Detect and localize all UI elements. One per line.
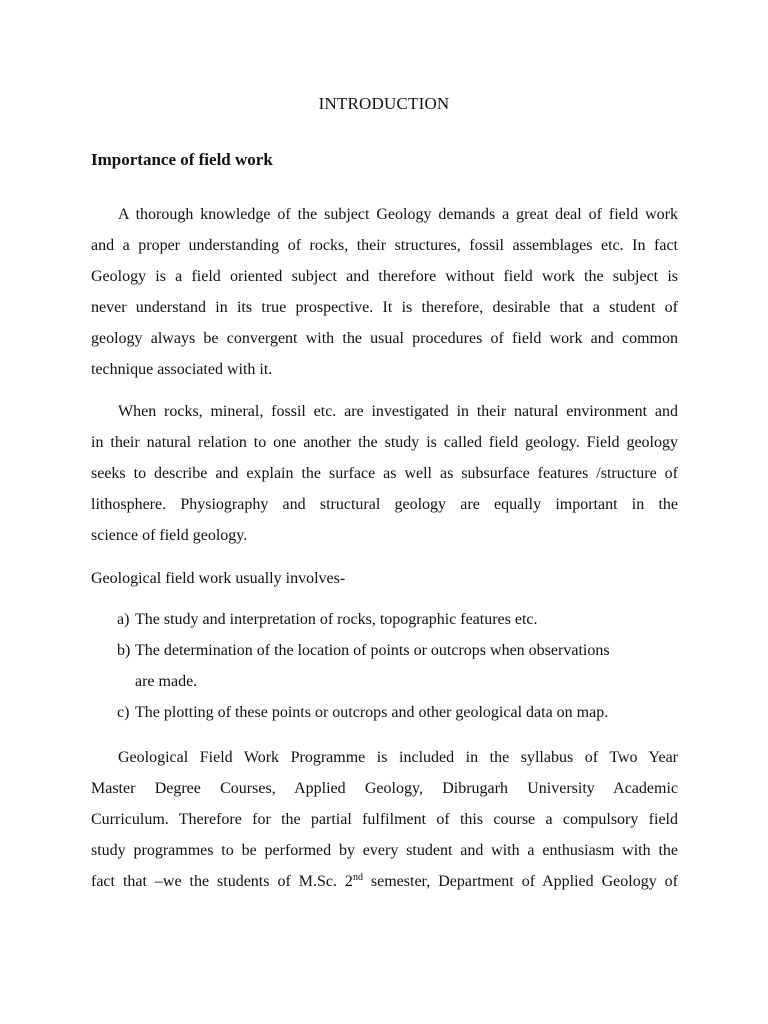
page-title: INTRODUCTION — [318, 94, 450, 113]
paragraph-field-geology — [91, 396, 678, 551]
paragraph-line: and a proper understanding of rocks, their structures, fossil assemblages etc. In fact — [91, 237, 678, 254]
list-marker: a) — [117, 611, 130, 628]
paragraph-line: Geology is a field oriented subject and therefore without field work the subject is — [91, 268, 678, 285]
field-work-list — [117, 604, 677, 728]
paragraph-involves-intro — [91, 563, 678, 594]
paragraph-line: geology always be convergent with the usual procedures of field work and common — [91, 330, 678, 347]
paragraph-line: Geological field work usually involves- — [91, 570, 346, 587]
paragraph-line: never understand in its true prospective. It is therefore, desirable that a student of — [91, 299, 678, 316]
paragraph-line: Curriculum. Therefore for the partial fulfilment of this course a compulsory field — [91, 811, 678, 828]
paragraph-line: technique associated with it. — [91, 361, 273, 378]
paragraph-line — [91, 866, 678, 897]
paragraph-field-work-importance — [91, 199, 678, 385]
paragraph-line: in their natural relation to one another the study is called field geology. Field geology — [91, 434, 678, 451]
paragraph-line: study programmes to be performed by every student and with a enthusiasm with the — [91, 842, 678, 859]
paragraph-line: lithosphere. Physiography and structural geology are equally important in the — [91, 496, 678, 513]
paragraph-line: A thorough knowledge of the subject Geology demands a great deal of field work — [118, 206, 678, 223]
list-marker: b) — [117, 642, 131, 659]
paragraph-line: science of field geology. — [91, 527, 248, 544]
paragraph-line: Master Degree Courses, Applied Geology, Dibrugarh University Academic — [91, 780, 678, 797]
ordinal-suffix: nd — [352, 872, 363, 883]
list-item — [117, 697, 677, 728]
list-item-text: The study and interpretation of rocks, topographic features etc. — [135, 611, 538, 628]
list-item — [117, 604, 677, 635]
paragraph-line: When rocks, mineral, fossil etc. are investigated in their natural environment and — [118, 403, 678, 420]
list-item — [117, 635, 677, 697]
list-item-text: The determination of the location of points or outcrops when observations — [135, 642, 610, 659]
list-item-continuation: are made. — [135, 673, 198, 690]
list-marker: c) — [117, 704, 130, 721]
paragraph-line: Geological Field Work Programme is included in the syllabus of Two Year — [118, 749, 678, 766]
line-text: semester, Department of Applied Geology of — [362, 873, 679, 890]
paragraph-line: seeks to describe and explain the surface as well as subsurface features /structure of — [91, 465, 678, 482]
line-text: fact that –we the students of M.Sc. 2 — [91, 873, 353, 890]
list-item-text: The plotting of these points or outcrops and other geological data on map. — [135, 704, 609, 721]
section-heading: Importance of field work — [91, 150, 273, 169]
paragraph-programme — [91, 742, 678, 897]
